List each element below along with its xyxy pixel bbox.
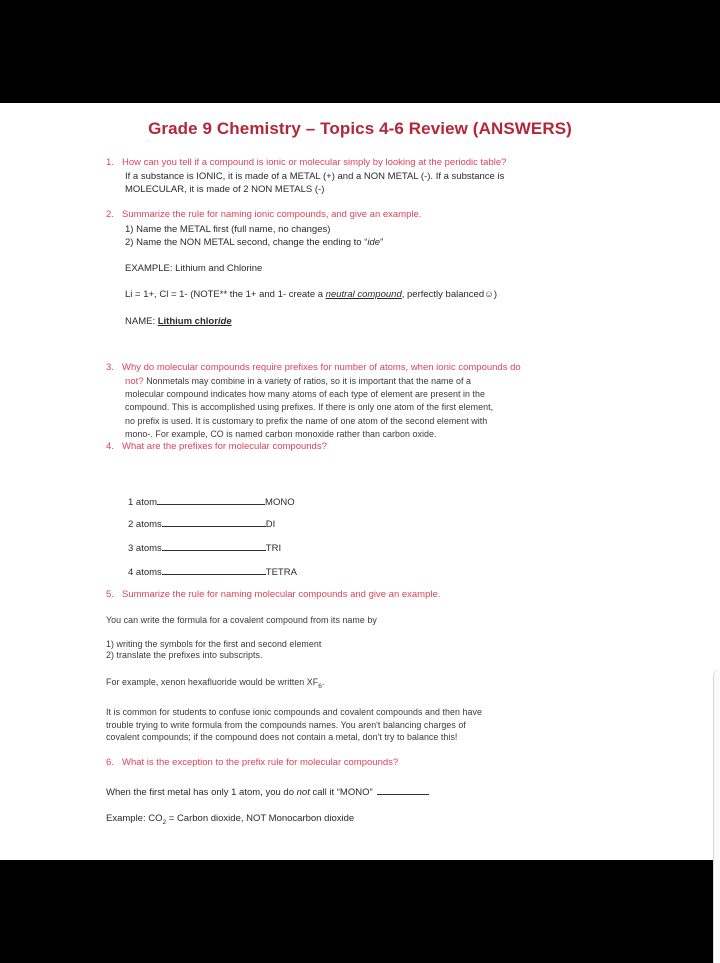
answer-1: If a substance is IONIC, it is made of a METAL (+) and a NON METAL (-). If a substance is MOLECULAR, it is made of 2 NON METALS (-) <box>125 171 505 196</box>
answer-2-note: Li = 1+, Cl = 1- (NOTE** the 1+ and 1- create a neutral compound, perfectly balanced☺) <box>125 289 497 300</box>
page-title: Grade 9 Chemistry – Topics 4-6 Review (ANSWERS) <box>148 119 572 138</box>
question-6: 6. What is the exception to the prefix rule for molecular compounds? <box>106 757 399 768</box>
answer-5-intro: You can write the formula for a covalent compound from its name by <box>106 615 377 625</box>
answer-2-name: NAME: Lithium chloride <box>125 316 232 327</box>
question-5: 5. Summarize the rule for naming molecular compounds and give an example. <box>106 589 441 600</box>
prefix-row: 3 atoms TRI <box>128 543 282 554</box>
answer-5-steps: 1) writing the symbols for the first and second element 2) translate the prefixes into subscripts. <box>106 639 322 660</box>
question-2: 2. Summarize the rule for naming ionic compounds, and give an example. <box>106 209 422 220</box>
answer-2-steps: 1) Name the METAL first (full name, no changes) 2) Name the NON METAL second, change the ending to “ide” <box>125 224 384 249</box>
page-edge-scroll-indicator[interactable] <box>713 669 720 963</box>
answer-3: not? Nonmetals may combine in a variety of ratios, so it is important that the name of a molecular compound indicates how many atoms of each type of element are present in the compound. This is accomplished using prefixes. If there is only one atom of the first element, no prefix is used. It is customary to prefix the name of one atom of the second element with mono-. For example, CO is named carbon monoxide rather than carbon oxide. <box>125 376 494 439</box>
answer-2-example: EXAMPLE: Lithium and Chlorine <box>125 263 263 274</box>
answer-6: When the first metal has only 1 atom, you do not call it “MONO” <box>106 785 429 798</box>
question-1: 1. How can you tell if a compound is ionic or molecular simply by looking at the periodic table? <box>106 157 507 168</box>
document-page <box>0 103 720 860</box>
question-3: 3. Why do molecular compounds require prefixes for number of atoms, when ionic compounds do <box>106 362 521 373</box>
prefix-row: 2 atoms DI <box>128 519 276 530</box>
prefix-row: 4 atoms TETRA <box>128 567 297 578</box>
prefix-row: 1 atom MONO <box>128 497 295 508</box>
answer-5-example: For example, xenon hexafluoride would be written $XF_6$. <box>106 677 325 690</box>
question-4: 4. What are the prefixes for molecular compounds? <box>106 441 327 452</box>
answer-5-warning: It is common for students to confuse ionic compounds and covalent compounds and then have trouble trying to write formula from the compounds names. You aren't balancing charges of covalent compounds; if the compound does not contain a metal, don't try to balance this! <box>106 707 482 742</box>
answer-6-example: Example: $CO_2$ = Carbon dioxide, NOT Monocarbon dioxide <box>106 813 355 826</box>
